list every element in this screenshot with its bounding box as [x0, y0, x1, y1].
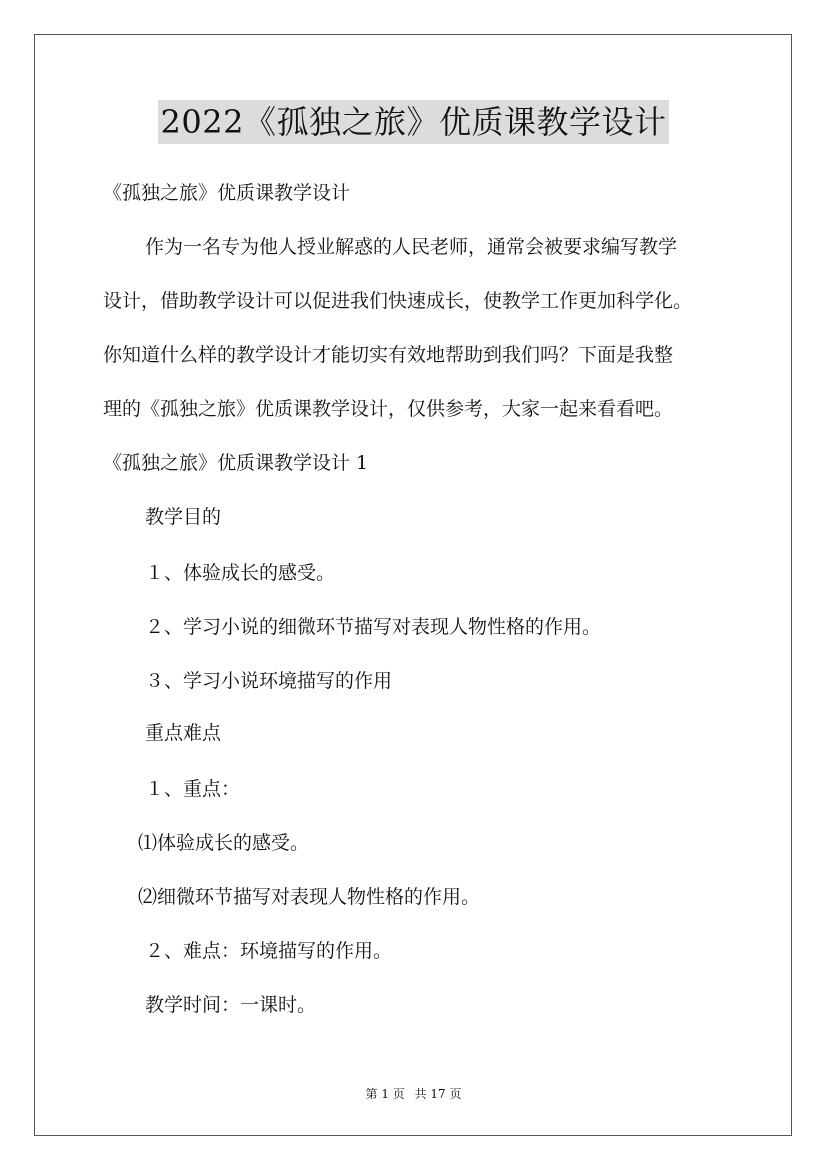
- key-point-item-2: ⑵细微环节描写对表现人物性格的作用。: [138, 886, 481, 908]
- intro-line-4: 理的《孤独之旅》优质课教学设计，仅供参考，大家一起来看看吧。: [103, 398, 674, 420]
- difficulty-point: ２、难点：环境描写的作用。: [145, 940, 393, 962]
- teaching-time: 教学时间：一课时。: [145, 994, 317, 1016]
- document-title: 2022《孤独之旅》优质课教学设计: [158, 100, 670, 144]
- objectives-heading: 教学目的: [145, 506, 222, 528]
- intro-line-3: 你知道什么样的教学设计才能切实有效地帮助到我们吗？下面是我整: [103, 344, 674, 366]
- section-title: 《孤独之旅》优质课教学设计 1: [103, 452, 369, 474]
- objective-item-2: ２、学习小说的细微环节描写对表现人物性格的作用。: [145, 616, 602, 638]
- intro-line-2: 设计，借助教学设计可以促进我们快速成长，使教学工作更加科学化。: [103, 290, 693, 312]
- objective-item-3: ３、学习小说环境描写的作用: [145, 670, 393, 692]
- intro-line-1: 作为一名专为他人授业解惑的人民老师，通常会被要求编写教学: [145, 236, 678, 258]
- key-point-label: １、重点：: [145, 778, 241, 800]
- page-number-total: 共 17 页: [414, 1087, 462, 1101]
- page-footer: [0, 1085, 827, 1102]
- page-number-current: 第 1 页: [365, 1087, 405, 1101]
- key-point-item-1: ⑴体验成长的感受。: [138, 832, 310, 854]
- document-subtitle: 《孤独之旅》优质课教学设计: [103, 182, 351, 204]
- title-container: [0, 100, 827, 144]
- key-points-heading: 重点难点: [145, 722, 222, 744]
- objective-item-1: １、体验成长的感受。: [145, 562, 336, 584]
